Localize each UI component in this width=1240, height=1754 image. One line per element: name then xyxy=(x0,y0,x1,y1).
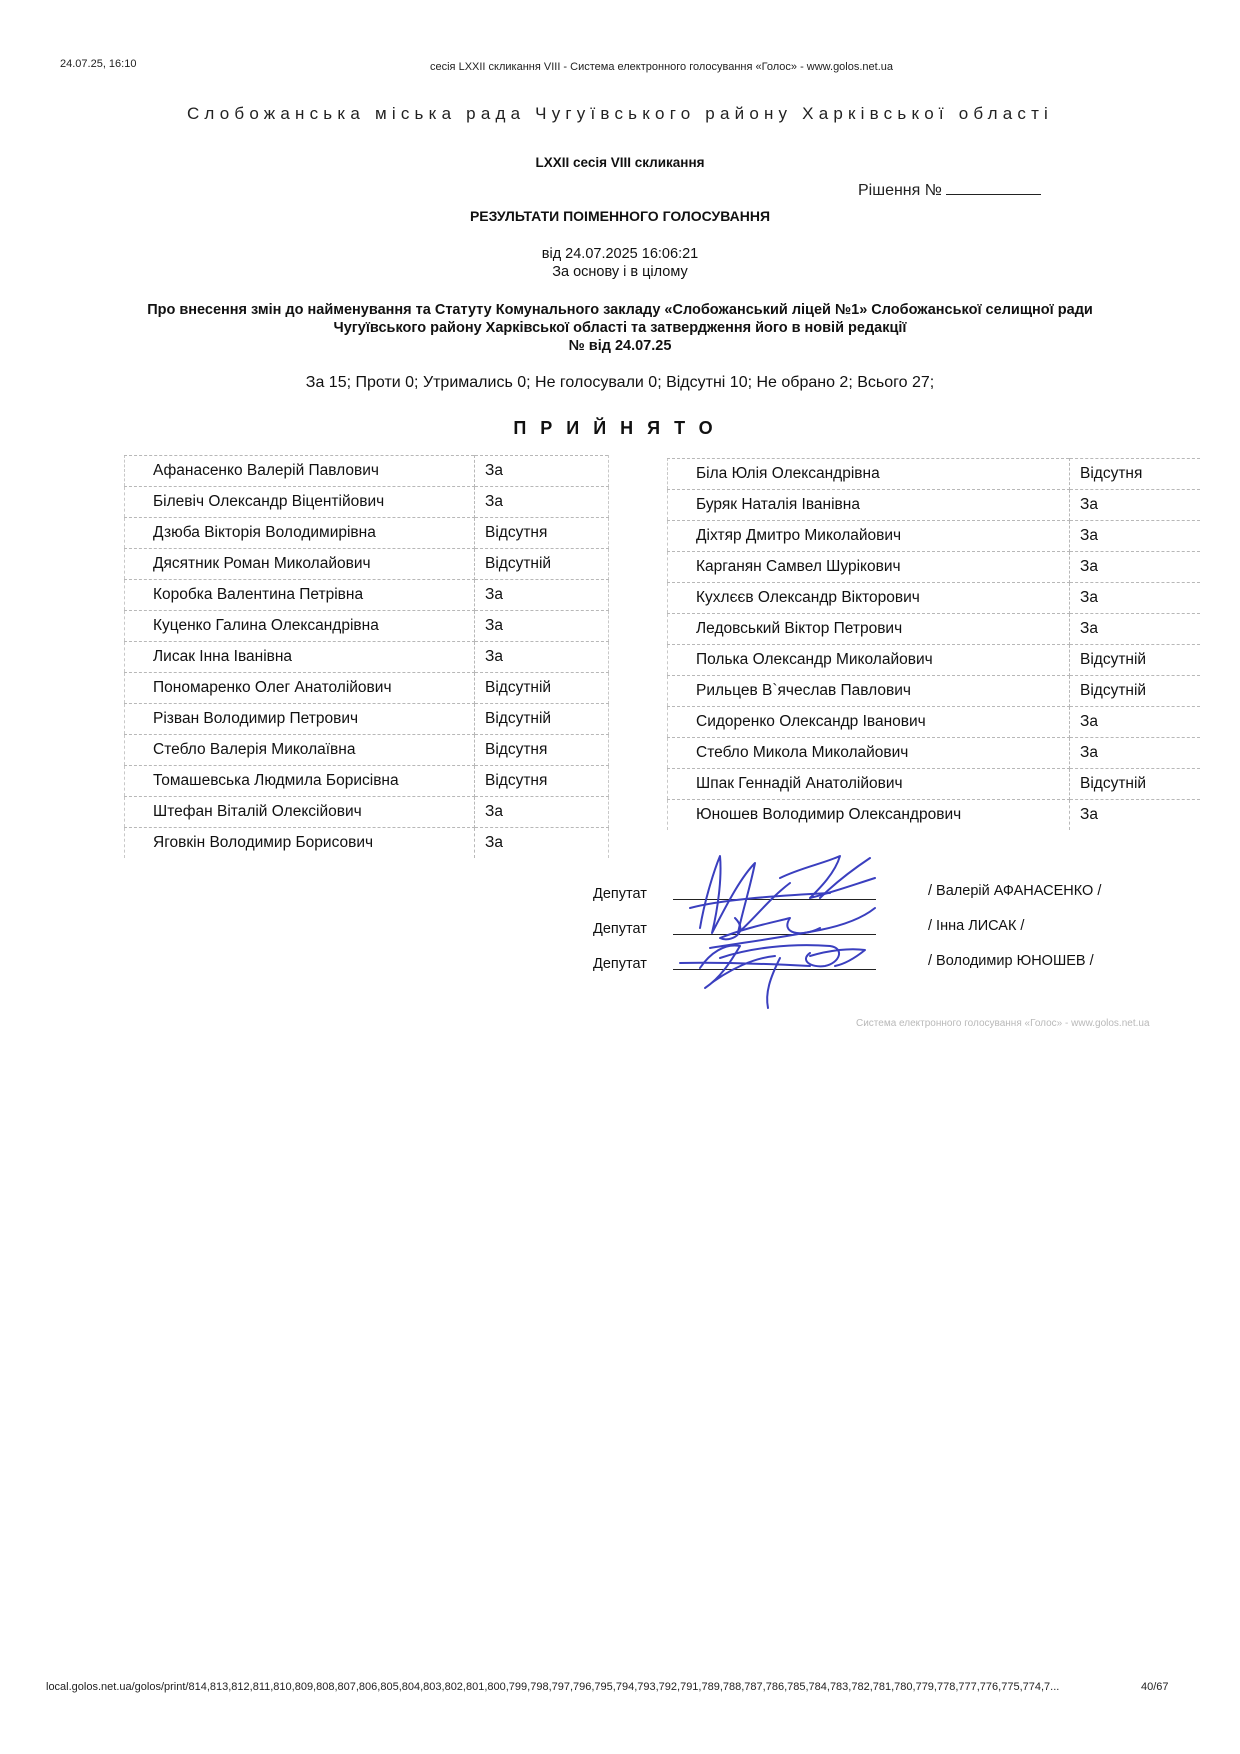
deputy-vote: Відсутній xyxy=(1070,676,1201,707)
vote-row xyxy=(125,797,609,828)
deputy-name: Яговкін Володимир Борисович xyxy=(125,828,475,859)
vote-row xyxy=(125,673,609,704)
vote-row xyxy=(668,676,1201,707)
print-datetime: 24.07.25, 16:10 xyxy=(60,58,137,70)
deputy-vote: За xyxy=(1070,490,1201,521)
deputy-name: Карганян Самвел Шурікович xyxy=(668,552,1070,583)
vote-row xyxy=(125,704,609,735)
vote-row xyxy=(668,645,1201,676)
decision-number xyxy=(858,180,1041,200)
deputy-name: Ледовський Віктор Петрович xyxy=(668,614,1070,645)
decision-label: Рішення № xyxy=(858,182,942,199)
vote-row xyxy=(668,769,1201,800)
deputy-name: Лисак Інна Іванівна xyxy=(125,642,475,673)
deputy-name: Сидоренко Олександр Іванович xyxy=(668,707,1070,738)
deputy-vote: Відсутня xyxy=(1070,459,1201,490)
deputy-vote: За xyxy=(475,797,609,828)
deputy-vote: Відсутній xyxy=(475,704,609,735)
deputy-name: Буряк Наталія Іванівна xyxy=(668,490,1070,521)
deputy-name: Біла Юлія Олександрівна xyxy=(668,459,1070,490)
vote-row xyxy=(125,487,609,518)
vote-row xyxy=(125,735,609,766)
deputy-vote: За xyxy=(475,611,609,642)
vote-row xyxy=(668,459,1201,490)
deputy-name: Дзюба Вікторія Володимирівна xyxy=(125,518,475,549)
deputy-vote: Відсутня xyxy=(475,735,609,766)
deputy-name: Дясятник Роман Миколайович xyxy=(125,549,475,580)
subject-line: Чугуївського району Харківської області та затвердження його в новій редакції xyxy=(333,320,907,336)
vote-row xyxy=(668,738,1201,769)
votes-table-right xyxy=(667,458,1200,830)
deputy-name: Шпак Геннадій Анатолійович xyxy=(668,769,1070,800)
deputy-name: Куценко Галина Олександрівна xyxy=(125,611,475,642)
decision-number-blank xyxy=(946,180,1041,195)
deputy-vote: За xyxy=(475,828,609,859)
footer-url: local.golos.net.ua/golos/print/814,813,812,811,810,809,808,807,806,805,804,803,802,801,800,799,798,797,796,795,794,793,792,791,789,788,787,786,785,784,783,782,781,780,779,778,777,776,775,774,7... xyxy=(46,1681,1060,1693)
results-title: РЕЗУЛЬТАТИ ПОІМЕННОГО ГОЛОСУВАННЯ xyxy=(469,208,771,224)
handwritten-signatures xyxy=(660,838,945,1018)
signature-role: Депутат xyxy=(593,921,647,937)
deputy-vote: За xyxy=(1070,738,1201,769)
deputy-name: Рильцев В`ячеслав Павлович xyxy=(668,676,1070,707)
deputy-name: Афанасенко Валерій Павлович xyxy=(125,456,475,487)
deputy-name: Білевіч Олександр Віцентійович xyxy=(125,487,475,518)
deputy-name: Полька Олександр Миколайович xyxy=(668,645,1070,676)
deputy-vote: Відсутня xyxy=(475,518,609,549)
deputy-vote: За xyxy=(1070,521,1201,552)
signature-name: / Валерій АФАНАСЕНКО / xyxy=(928,883,1102,899)
subject xyxy=(100,301,1140,355)
vote-row xyxy=(125,456,609,487)
deputy-name: Діхтяр Дмитро Миколайович xyxy=(668,521,1070,552)
deputy-name: Стебло Микола Миколайович xyxy=(668,738,1070,769)
deputy-name: Пономаренко Олег Анатолійович xyxy=(125,673,475,704)
deputy-name: Кухлєєв Олександр Вікторович xyxy=(668,583,1070,614)
vote-row xyxy=(125,580,609,611)
deputy-name: Різван Володимир Петрович xyxy=(125,704,475,735)
deputy-name: Штефан Віталій Олексійович xyxy=(125,797,475,828)
deputy-name: Томашевська Людмила Борисівна xyxy=(125,766,475,797)
watermark: Система електронного голосування «Голос» - www.golos.net.ua xyxy=(856,1018,1150,1029)
deputy-vote: За xyxy=(1070,707,1201,738)
deputy-name: Стебло Валерія Миколаївна xyxy=(125,735,475,766)
deputy-vote: За xyxy=(1070,614,1201,645)
deputy-vote: Відсутній xyxy=(475,673,609,704)
signature-name: / Володимир ЮНОШЕВ / xyxy=(928,953,1094,969)
print-header-title: сесія LXXII скликання VIII - Система електронного голосування «Голос» - www.golos.net.ua xyxy=(430,61,894,73)
deputy-vote: Відсутній xyxy=(475,549,609,580)
vote-row xyxy=(125,549,609,580)
vote-row xyxy=(668,490,1201,521)
deputy-name: Юношев Володимир Олександрович xyxy=(668,800,1070,831)
deputy-name: Коробка Валентина Петрівна xyxy=(125,580,475,611)
vote-row xyxy=(125,611,609,642)
vote-row xyxy=(125,642,609,673)
vote-date: від 24.07.2025 16:06:21 xyxy=(541,246,699,262)
votes-table-left xyxy=(124,455,609,858)
vote-outcome: ПРИЙНЯТО xyxy=(513,418,727,438)
signature-role: Депутат xyxy=(593,956,647,972)
vote-row xyxy=(125,518,609,549)
vote-row xyxy=(668,800,1201,831)
subject-line: Про внесення змін до найменування та Статуту Комунального закладу «Слобожанський ліцей №1» Слобожанської селищної ради xyxy=(147,302,1093,318)
page-number: 40/67 xyxy=(1141,1681,1169,1693)
deputy-vote: За xyxy=(475,456,609,487)
vote-tally: За 15; Проти 0; Утримались 0; Не голосували 0; Відсутні 10; Не обрано 2; Всього 27; xyxy=(305,374,935,391)
council-name: Слобожанська міська рада Чугуївського району Харківської області xyxy=(186,104,1054,123)
deputy-vote: Відсутній xyxy=(1070,645,1201,676)
deputy-vote: За xyxy=(1070,583,1201,614)
deputy-vote: За xyxy=(1080,806,1098,823)
signature-role: Депутат xyxy=(593,886,647,902)
deputy-vote: За xyxy=(475,642,609,673)
session-title: LXXII сесія VIII скликання xyxy=(535,155,705,170)
vote-row xyxy=(668,707,1201,738)
vote-row xyxy=(668,614,1201,645)
deputy-vote: За xyxy=(475,580,609,611)
vote-row xyxy=(668,552,1201,583)
subject-line: № від 24.07.25 xyxy=(568,338,672,354)
vote-row xyxy=(668,521,1201,552)
deputy-vote: За xyxy=(1070,552,1201,583)
vote-row xyxy=(668,583,1201,614)
deputy-vote: Відсутній xyxy=(1070,769,1201,800)
vote-row xyxy=(125,828,609,859)
signature-name: / Інна ЛИСАК / xyxy=(928,918,1025,934)
vote-basis: За основу і в цілому xyxy=(552,264,688,280)
deputy-vote: За xyxy=(475,487,609,518)
deputy-vote: Відсутня xyxy=(475,766,609,797)
vote-row xyxy=(125,766,609,797)
